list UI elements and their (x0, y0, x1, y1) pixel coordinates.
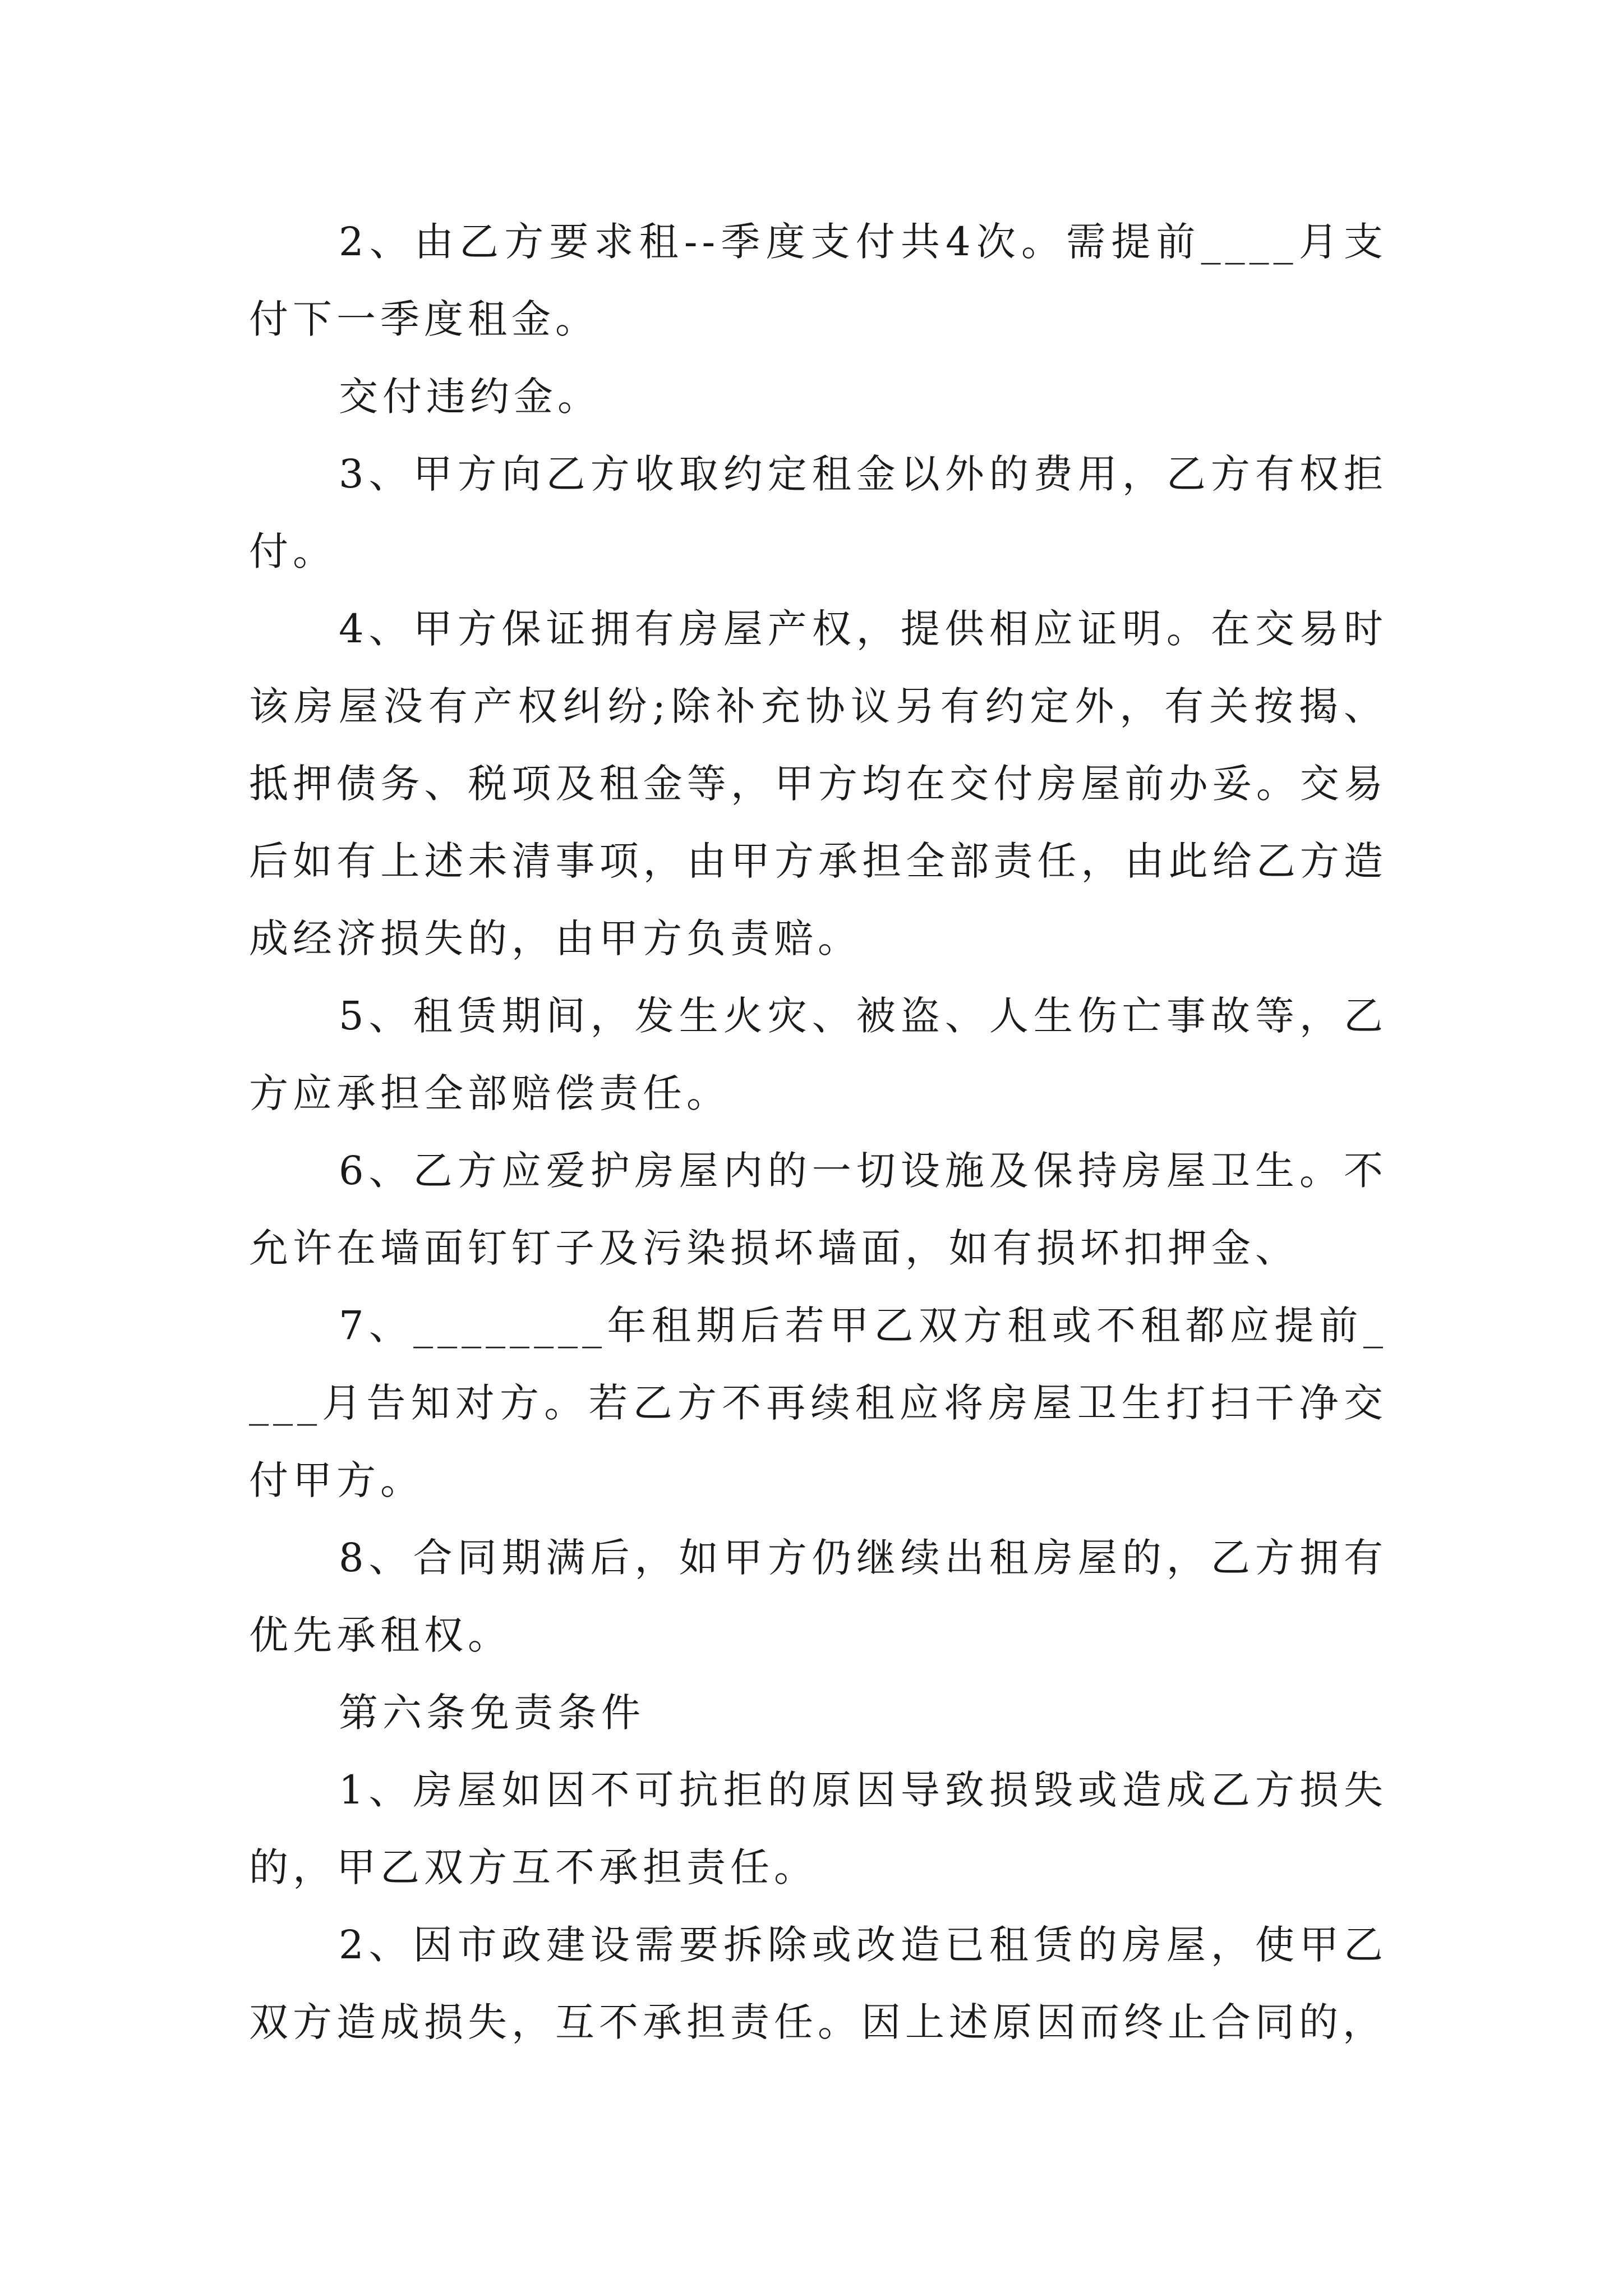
paragraph-clause-3: 3、甲方向乙方收取约定租金以外的费用，乙方有权拒付。 (249, 451, 1387, 574)
paragraph-exemption-1: 1、房屋如因不可抗拒的原因导致损毁或造成乙方损失的，甲乙双方互不承担责任。 (249, 1767, 1387, 1890)
paragraph-clause-6: 6、乙方应爱护房屋内的一切设施及保持房屋卫生。不允许在墙面钉钉子及污染损坏墙面，如有损坏扣押金、 (249, 1148, 1387, 1271)
paragraph-clause-4: 4、甲方保证拥有房屋产权，提供相应证明。在交易时该房屋没有产权纠纷;除补充协议另有约定外，有关按揭、抵押债务、税项及租金等，甲方均在交付房屋前办妥。交易后如有上述未清事项，由甲方承担全部责任，由此给乙方造成经济损失的，由甲方负责赔。 (249, 606, 1387, 961)
paragraph-clause-8: 8、合同期满后，如甲方仍继续出租房屋的，乙方拥有优先承租权。 (249, 1535, 1387, 1658)
document-body (249, 203, 1387, 2061)
paragraph-clause-5: 5、租赁期间，发生火灾、被盗、人生伤亡事故等，乙方应承担全部赔偿责任。 (249, 993, 1387, 1116)
paragraph-penalty: 交付违约金。 (339, 374, 601, 420)
paragraph-clause-2-payment: 2、由乙方要求租--季度支付共4次。需提前____月支付下一季度租金。 (249, 219, 1387, 342)
paragraph-clause-7: 7、________年租期后若甲乙双方租或不租都应提前____月告知对方。若乙方不再续租应将房屋卫生打扫干净交付甲方。 (249, 1303, 1387, 1503)
section-heading-article-6: 第六条免责条件 (339, 1690, 645, 1736)
paragraph-exemption-2: 2、因市政建设需要拆除或改造已租赁的房屋，使甲乙双方造成损失，互不承担责任。因上述原因而终止合同的， (249, 1922, 1387, 2045)
